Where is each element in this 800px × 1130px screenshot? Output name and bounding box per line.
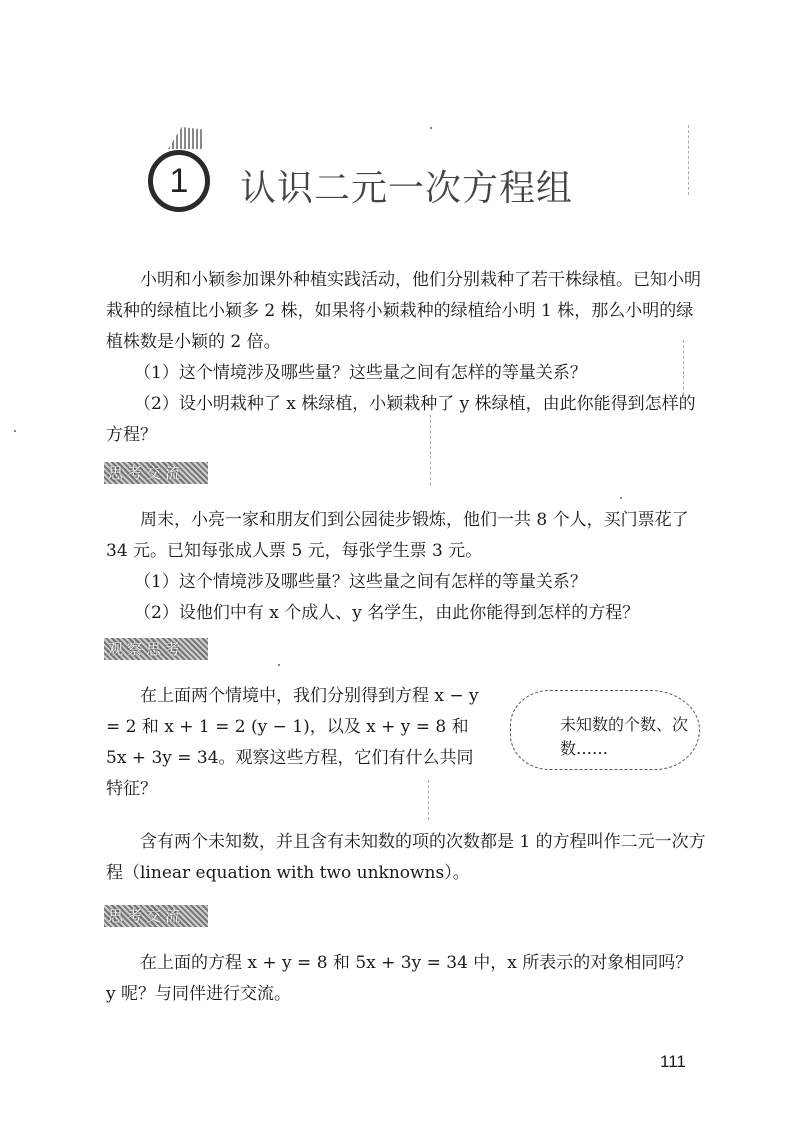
intro-question-1: （1）这个情境涉及哪些量？这些量之间有怎样的等量关系？ — [134, 363, 587, 383]
scan-artifact — [428, 780, 430, 820]
lesson-number: 1 — [169, 161, 189, 200]
lesson-badge-decoration — [168, 127, 202, 149]
lesson-title: 认识二元一次方程组 — [240, 168, 574, 209]
scan-speck — [14, 430, 16, 432]
section-label-observe-think: 观察思考 — [104, 638, 208, 660]
scan-speck — [430, 127, 432, 129]
section2-paragraph: 在上面两个情境中，我们分别得到方程 x − y = 2 和 x + 1 = 2 (y − 1)，以及 x + y = 8 和 5x + 3y = 34。观察这些方程，它们有什么共同特征？ — [106, 686, 479, 799]
thought-cloud-text: 未知数的个数、次数…… — [560, 715, 689, 758]
definition-paragraph: 含有两个未知数，并且含有未知数的项的次数都是 1 的方程叫作二元一次方程（linear equation with two unknowns）。 — [106, 832, 706, 883]
scan-artifact — [430, 415, 432, 485]
section-label-think-exchange-2: 思考交流 — [104, 905, 208, 927]
scan-speck — [278, 664, 280, 666]
section3-paragraph: 在上面的方程 x + y = 8 和 5x + 3y = 34 中，x 所表示的对象相同吗？ y 呢？与同伴进行交流。 — [106, 953, 693, 1004]
page-number: 111 — [660, 1052, 686, 1071]
scan-speck — [620, 497, 622, 499]
intro-paragraph: 小明和小颖参加课外种植实践活动，他们分别栽种了若干株绿植。已知小明栽种的绿植比小颖多 2 株，如果将小颖栽种的绿植给小明 1 株，那么小明的绿植株数是小颖的 2 倍。 — [106, 270, 701, 352]
section-label-think-exchange: 思考交流 — [104, 462, 208, 484]
scan-artifact — [688, 125, 690, 195]
section1-question-1: （1）这个情境涉及哪些量？这些量之间有怎样的等量关系？ — [134, 572, 587, 592]
lesson-number-badge — [148, 150, 210, 212]
intro-question-2: （2）设小明栽种了 x 株绿植，小颖栽种了 y 株绿植，由此你能得到怎样的方程？ — [106, 394, 696, 445]
scan-artifact — [683, 340, 685, 400]
section1-question-2: （2）设他们中有 x 个成人、y 名学生，由此你能得到怎样的方程？ — [134, 603, 640, 623]
section1-paragraph: 周末，小亮一家和朋友们到公园徒步锻炼，他们一共 8 个人，买门票花了 34 元。已知每张成人票 5 元，每张学生票 3 元。 — [106, 510, 689, 561]
